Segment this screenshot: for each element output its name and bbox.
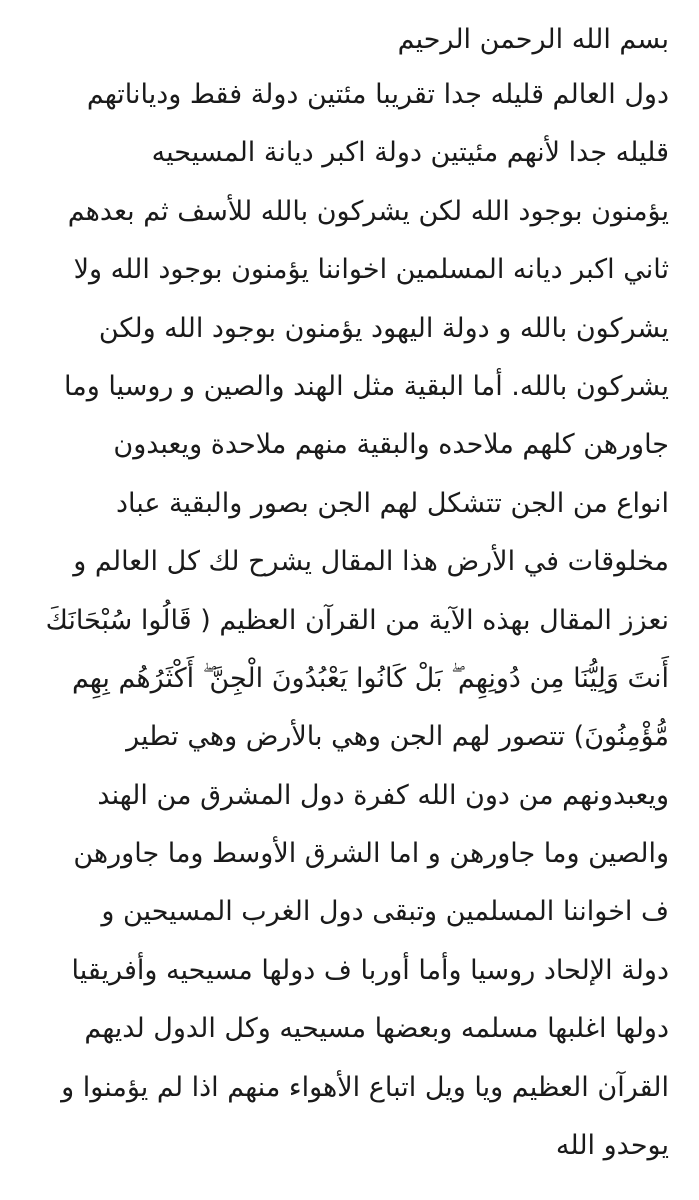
text-line-10: نعزز المقال بهذه الآية من القرآن العظيم ( قَالُوا سُبْحَانَكَ (45, 604, 669, 636)
text-line-15: ف اخواننا المسلمين وتبقى دول الغرب المسيحين و (101, 896, 669, 928)
text-line-7: جاورهن كلهم ملاحده والبقية منهم ملاحدة ويعبدون (113, 429, 669, 461)
text-line-5: يشركون بالله و دولة اليهود يؤمنون بوجود الله ولكن (98, 312, 669, 344)
closing-line: يوحدو الله (555, 1130, 669, 1162)
text-line-16: دولة الإلحاد روسيا وأما أوربا ف دولها مسيحيه وأفريقيا (71, 954, 669, 986)
text-line-18: القرآن العظيم ويا ويل اتباع الأهواء منهم اذا لم يؤمنوا و (61, 1071, 669, 1103)
text-line-4: ثاني اكبر ديانه المسلمين اخواننا يؤمنون بوجود الله ولا (73, 254, 669, 286)
text-line-8: انواع من الجن تتشكل لهم الجن بصور والبقية عباد (115, 487, 669, 519)
text-line-6: يشركون بالله. أما البقية مثل الهند والصين و روسيا وما (64, 370, 669, 402)
text-line-9: مخلوقات في الأرض هذا المقال يشرح لك كل العالم و (73, 546, 669, 578)
basmala-line: بسم الله الرحمن الرحيم (397, 24, 669, 55)
quran-verse-line: أَنتَ وَلِيُّنَا مِن دُونِهِم ۖ بَلْ كَانُوا يَعْبُدُونَ الْجِنَّ ۖ أَكْثَرُهُم بِهِم (71, 662, 669, 694)
text-line-2: قليله جدا لأنهم مئيتين دولة اكبر ديانة المسيحيه (151, 137, 669, 169)
text-line-12: مُّؤْمِنُونَ) تتصور لهم الجن وهي بالأرض وهي تطير (126, 721, 669, 753)
text-line-14: والصين وما جاورهن و اما الشرق الأوسط وما جاورهن (73, 838, 669, 870)
text-line-1: دول العالم قليله جدا تقريبا مئتين دولة فقط ودياناتهم (86, 79, 669, 110)
text-line-17: دولها اغلبها مسلمه وبعضها مسيحيه وكل الدول لديهم (84, 1013, 669, 1045)
text-line-13: ويعبدونهم من دون الله كفرة دول المشرق من الهند (97, 779, 669, 811)
text-line-3: يؤمنون بوجود الله لكن يشركون بالله للأسف ثم بعدهم (67, 195, 669, 227)
